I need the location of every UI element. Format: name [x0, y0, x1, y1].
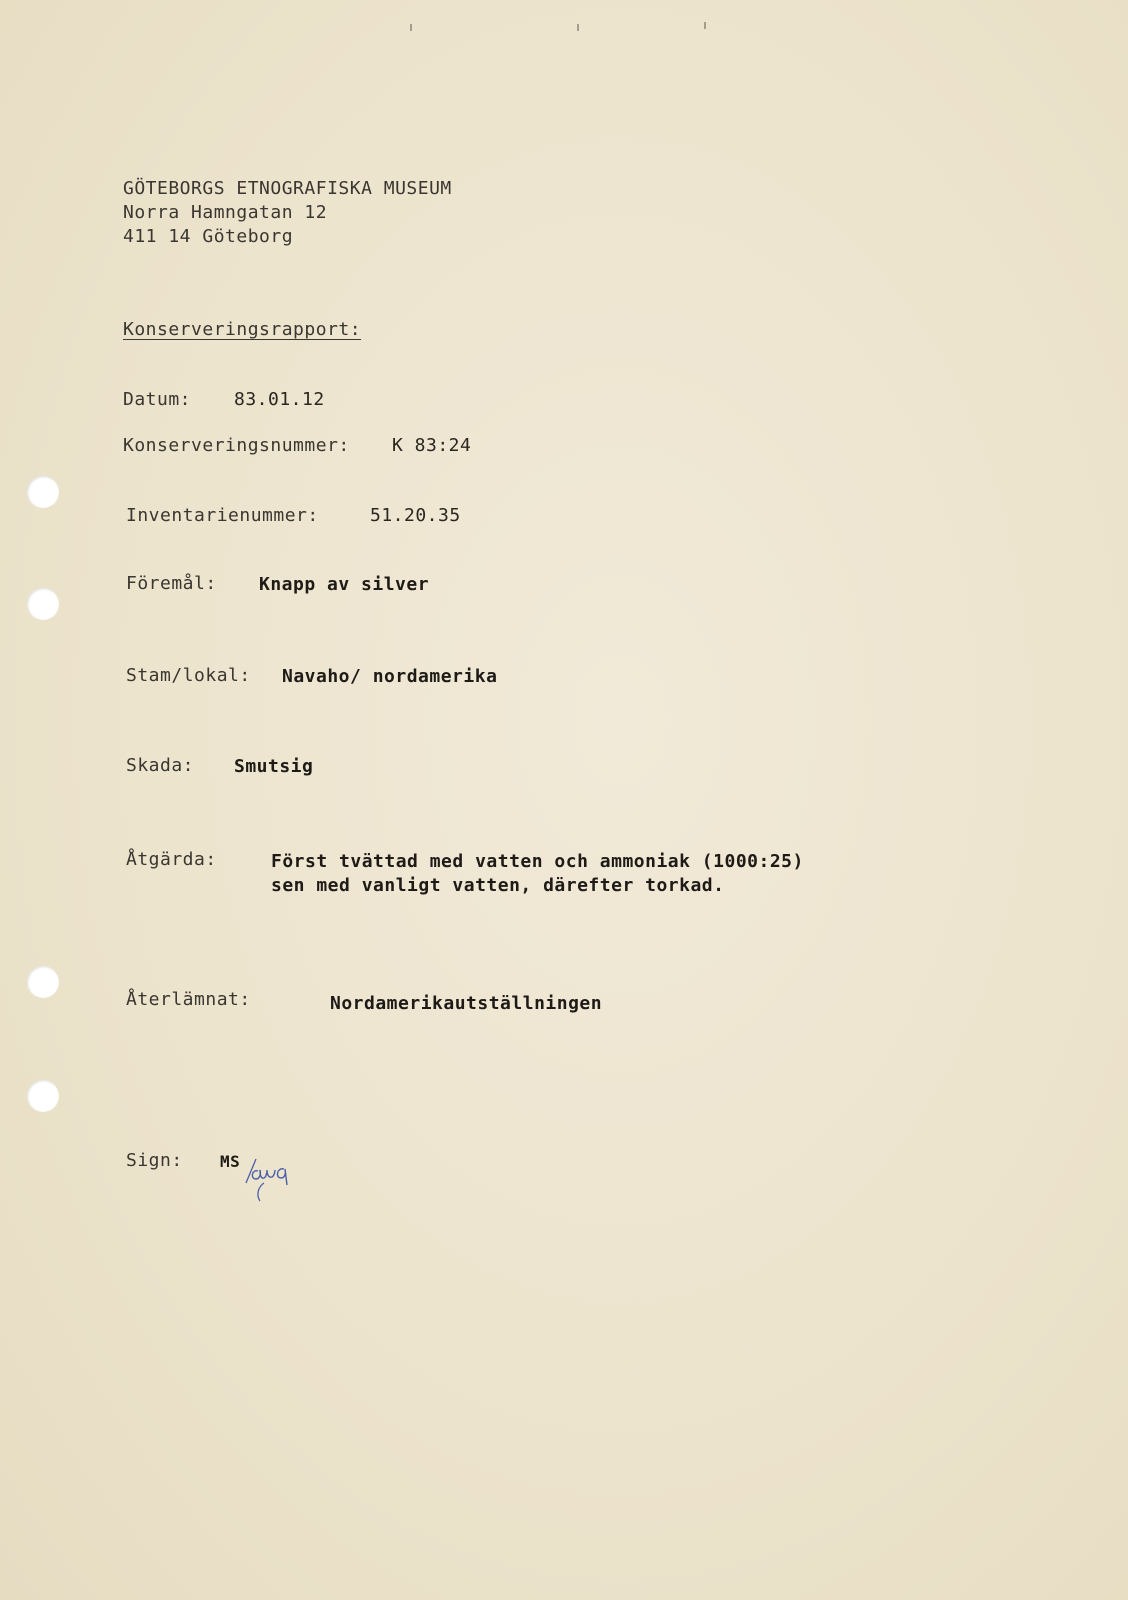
- handwritten-signature: [244, 1157, 296, 1207]
- inventarienummer-value: 51.20.35: [370, 505, 461, 526]
- skada-label: Skada:: [126, 755, 195, 776]
- sign-value: MS: [220, 1152, 241, 1171]
- punch-hole: [27, 588, 59, 620]
- stam-lokal-label: Stam/lokal:: [126, 665, 251, 686]
- foremal-label: Föremål:: [126, 573, 217, 594]
- paper-speck: [704, 22, 706, 29]
- atgarda-label: Åtgärda:: [126, 849, 217, 870]
- paper-speck: [577, 24, 579, 31]
- city-address: 411 14 Göteborg: [123, 226, 294, 247]
- stam-lokal-value: Navaho/ nordamerika: [282, 666, 498, 687]
- aterlamnat-label: Återlämnat:: [126, 989, 251, 1010]
- sign-label: Sign:: [126, 1150, 183, 1171]
- street-address: Norra Hamngatan 12: [123, 202, 328, 223]
- datum-label: Datum:: [123, 389, 192, 410]
- punch-hole: [27, 966, 59, 998]
- konserveringsnummer-label: Konserveringsnummer:: [123, 435, 350, 456]
- report-title: Konserveringsrapport:: [123, 319, 362, 340]
- punch-hole: [27, 476, 59, 508]
- konserveringsnummer-value: K 83:24: [392, 435, 472, 456]
- aterlamnat-value: Nordamerikautställningen: [330, 993, 603, 1014]
- inventarienummer-label: Inventarienummer:: [126, 505, 319, 526]
- skada-value: Smutsig: [234, 756, 314, 777]
- foremal-value: Knapp av silver: [259, 574, 430, 595]
- punch-hole: [27, 1080, 59, 1112]
- institution-name: GÖTEBORGS ETNOGRAFISKA MUSEUM: [123, 178, 452, 199]
- paper-speck: [410, 24, 412, 31]
- datum-value: 83.01.12: [234, 389, 325, 410]
- atgarda-line-1: Först tvättad med vatten och ammoniak (1000:25): [271, 851, 804, 872]
- atgarda-line-2: sen med vanligt vatten, därefter torkad.: [271, 875, 725, 896]
